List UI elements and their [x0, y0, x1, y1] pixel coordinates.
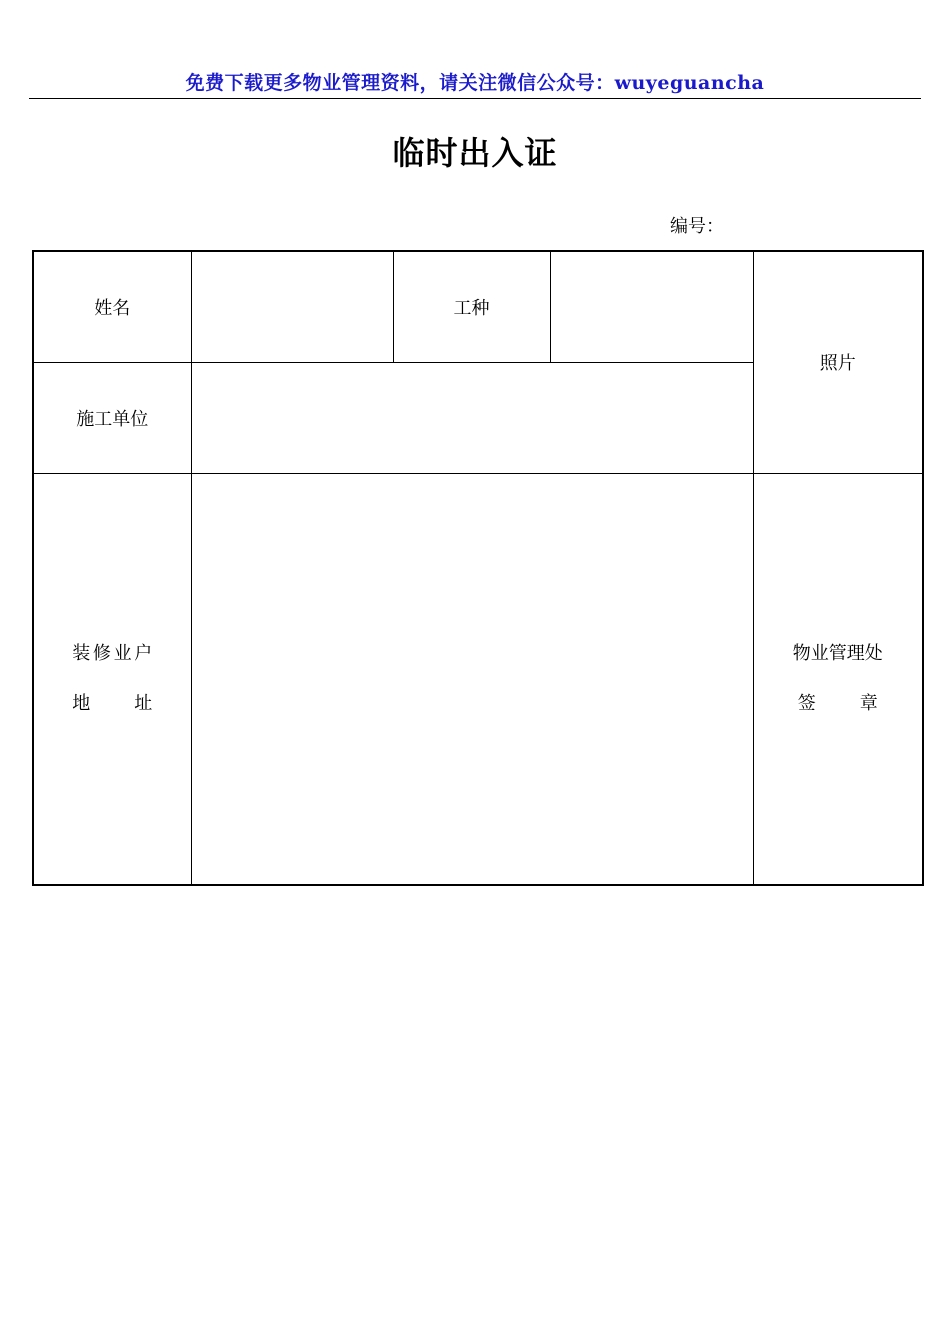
- stamp-label-line2: [798, 679, 878, 729]
- header-divider: [29, 98, 921, 99]
- trade-input-cell[interactable]: [550, 251, 753, 362]
- stamp-cell[interactable]: [753, 473, 923, 885]
- photo-label: 照片: [819, 353, 856, 375]
- page-title: 临时出入证: [392, 134, 558, 172]
- name-label-cell: [33, 251, 191, 362]
- trade-label-cell: [393, 251, 550, 362]
- photo-cell[interactable]: [753, 251, 923, 473]
- address-label-char-1: 地: [72, 692, 110, 714]
- company-label-cell: [33, 362, 191, 473]
- address-input-cell[interactable]: [191, 473, 753, 885]
- header-banner: 免费下载更多物业管理资料，请关注微信公众号：wuyeguancha: [185, 72, 765, 94]
- name-input-cell[interactable]: [191, 251, 393, 362]
- address-label-cell: [33, 473, 191, 885]
- address-label-line1: 装修业户: [72, 642, 153, 664]
- serial-number-label: 编号：: [670, 216, 724, 237]
- name-label: 姓名: [94, 297, 131, 319]
- stamp-label-line1: 物业管理处: [792, 642, 883, 664]
- pass-form-table: [32, 250, 924, 886]
- address-label-line2: [72, 679, 152, 729]
- trade-label: 工种: [453, 297, 490, 319]
- address-label-char-2: 址: [134, 692, 153, 714]
- company-label: 施工单位: [76, 408, 149, 430]
- company-input-cell[interactable]: [191, 362, 753, 473]
- stamp-label-char-2: 章: [859, 692, 878, 714]
- stamp-label-char-1: 签: [797, 692, 835, 714]
